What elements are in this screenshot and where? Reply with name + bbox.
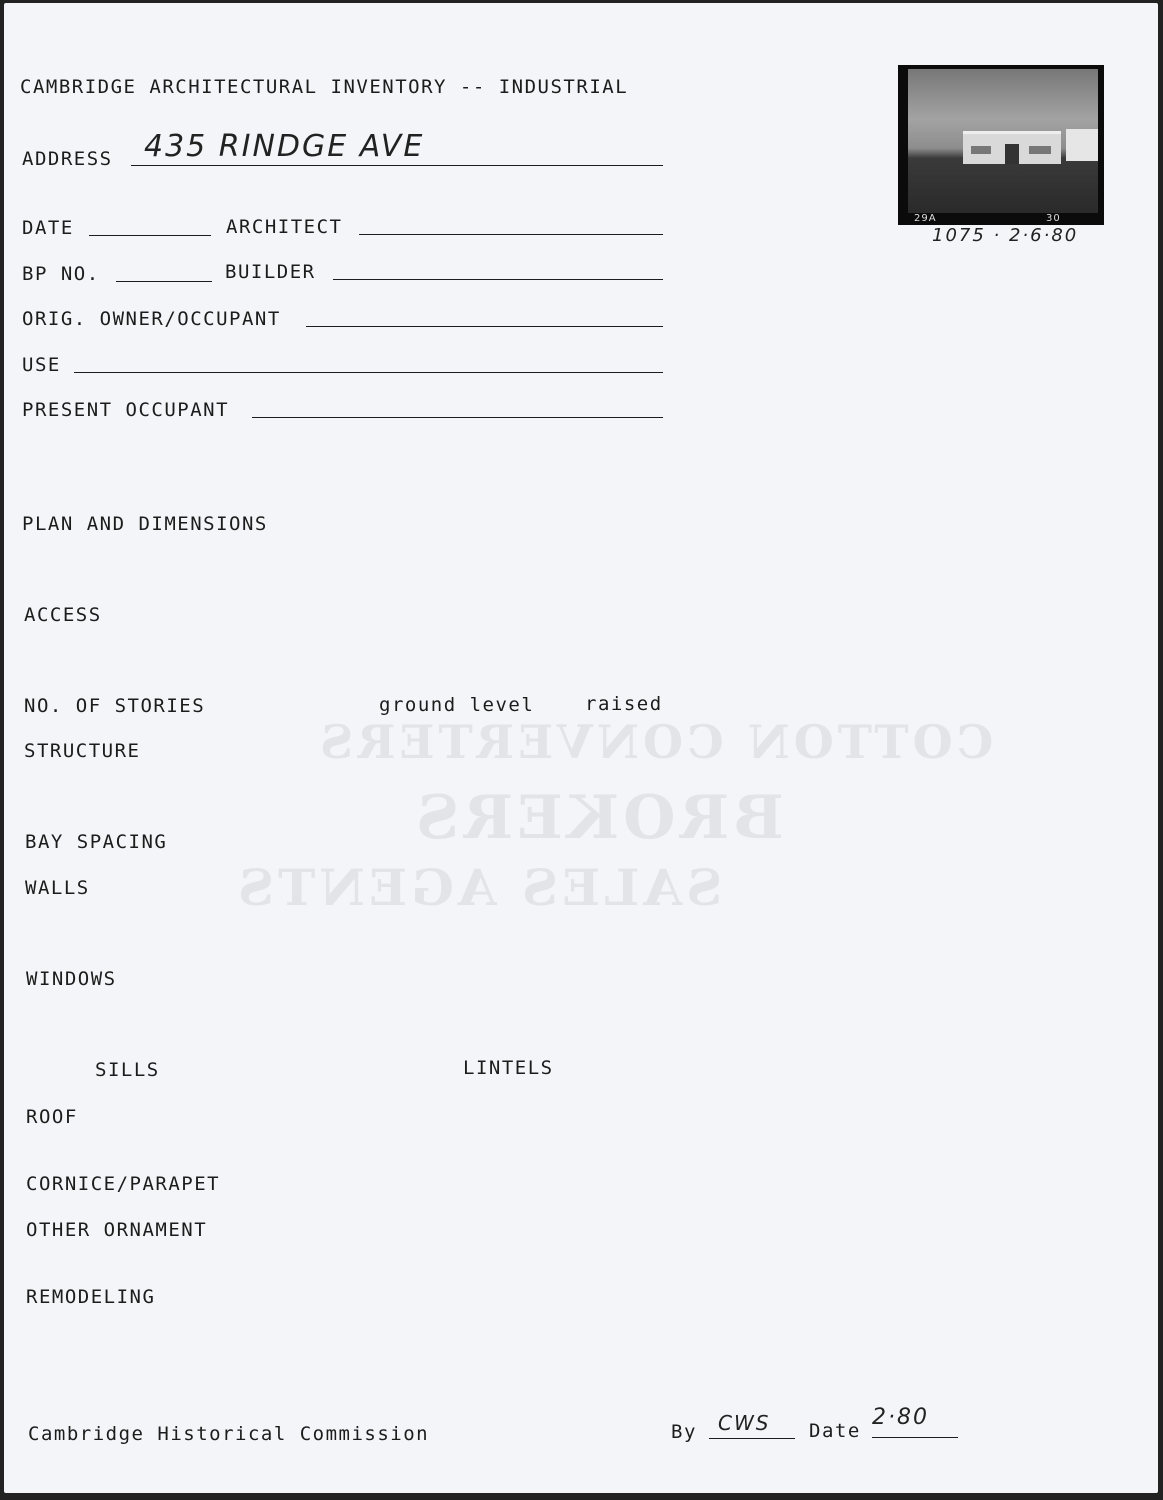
windows-label: WINDOWS — [26, 968, 117, 990]
architect-line — [359, 234, 663, 235]
roof-label: ROOF — [26, 1106, 78, 1128]
commission-footer: Cambridge Historical Commission — [28, 1423, 430, 1445]
by-value: CWS — [718, 1411, 771, 1435]
raised-option: raised — [585, 693, 663, 715]
photo-building — [963, 131, 1061, 164]
sills-label: SILLS — [95, 1059, 160, 1081]
orig-owner-label: ORIG. OWNER/OCCUPANT — [22, 308, 281, 330]
footer-date-line — [872, 1437, 958, 1438]
bleed-through-text: BROKERS — [412, 783, 784, 853]
footer-date-label: Date — [809, 1420, 861, 1442]
frame-number: 30 — [1046, 213, 1061, 224]
bleed-through-text: SALES AGENTS — [234, 858, 723, 917]
form-title: CAMBRIDGE ARCHITECTURAL INVENTORY -- INDUSTRIAL — [20, 76, 629, 98]
walls-label: WALLS — [25, 877, 90, 899]
bleed-through-text: COTTON CONVERTERS — [316, 715, 994, 769]
address-label: ADDRESS — [22, 148, 113, 170]
other-ornament-label: OTHER ORNAMENT — [26, 1219, 208, 1241]
ground-level-option: ground level — [379, 694, 535, 716]
photo-caption: 1075 · 2·6·80 — [932, 225, 1079, 246]
builder-label: BUILDER — [225, 261, 316, 283]
use-line — [74, 372, 663, 373]
date-label: DATE — [22, 217, 74, 239]
date-line — [89, 235, 211, 236]
orig-owner-line — [306, 326, 663, 327]
building-photo — [898, 65, 1104, 225]
frame-number: 29A — [914, 213, 937, 224]
bp-no-label: BP NO. — [22, 263, 100, 285]
by-label: By — [671, 1421, 697, 1443]
builder-line — [333, 279, 663, 280]
photo-building-side — [1066, 129, 1098, 161]
bp-no-line — [116, 281, 212, 282]
stories-label: NO. OF STORIES — [24, 695, 206, 717]
cornice-label: CORNICE/PARAPET — [26, 1173, 221, 1195]
photo-image — [908, 69, 1098, 213]
by-line — [709, 1438, 795, 1439]
present-occupant-label: PRESENT OCCUPANT — [22, 399, 230, 421]
structure-label: STRUCTURE — [24, 740, 141, 762]
access-label: ACCESS — [24, 604, 102, 626]
present-occupant-line — [252, 417, 663, 418]
address-line — [131, 165, 663, 166]
use-label: USE — [22, 354, 61, 376]
lintels-label: LINTELS — [463, 1057, 554, 1079]
remodeling-label: REMODELING — [26, 1286, 156, 1308]
architect-label: ARCHITECT — [226, 216, 343, 238]
address-value: 435 RINDGE AVE — [144, 129, 425, 164]
footer-date-value: 2·80 — [872, 1405, 929, 1430]
form-sheet — [4, 3, 1158, 1493]
bay-spacing-label: BAY SPACING — [25, 831, 168, 853]
plan-dimensions-label: PLAN AND DIMENSIONS — [22, 513, 268, 535]
